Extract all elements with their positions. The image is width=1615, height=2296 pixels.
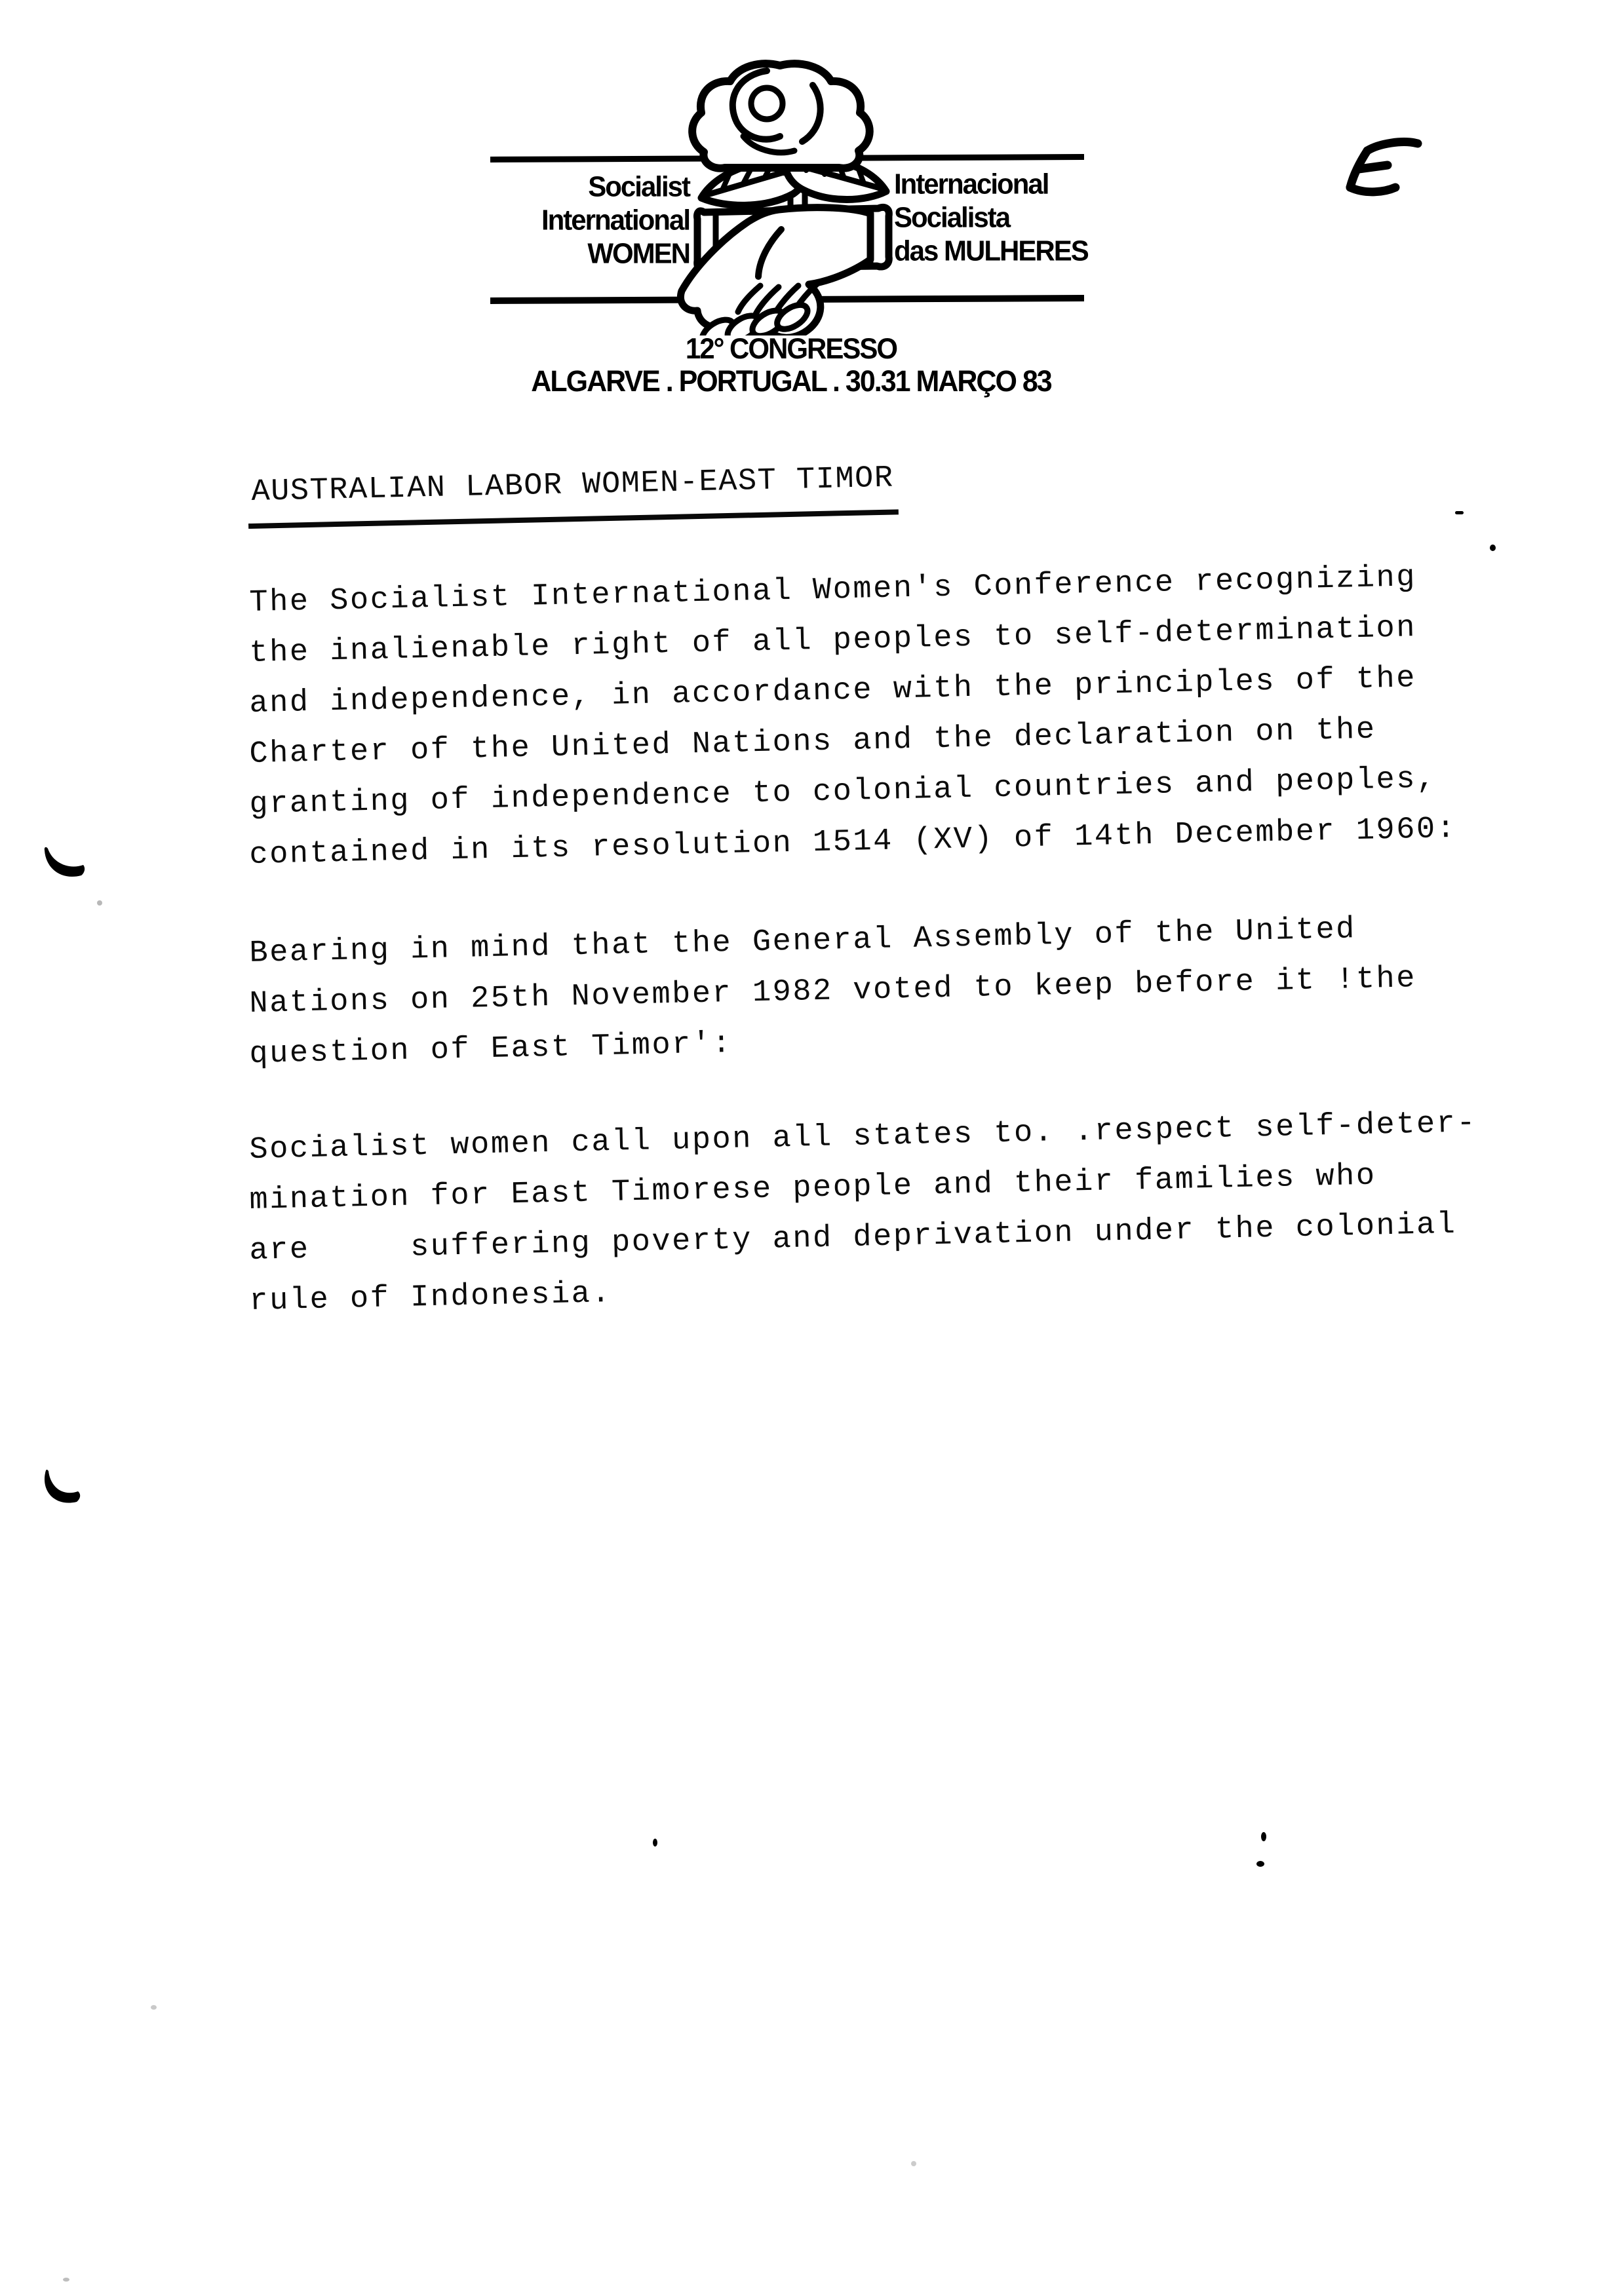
- typed-line: Charter of the United Nations and the declaration on the: [248, 712, 1377, 772]
- pen-crescent-mark: [37, 1466, 89, 1511]
- congress-title: 12° CONGRESSO: [685, 332, 897, 365]
- org-name-portuguese: [894, 167, 1104, 267]
- org-line: das MULHERES: [894, 235, 1088, 267]
- typed-line: The Socialist International Women's Conference recognizing: [248, 560, 1417, 621]
- scan-speck: [1261, 1832, 1266, 1841]
- scan-speck: [1256, 1861, 1264, 1867]
- typed-line: Bearing in mind that the General Assembly of the United: [248, 912, 1357, 971]
- typed-line: rule of Indonesia.: [248, 1276, 612, 1319]
- typed-line: mination for East Timorese people and their families who: [248, 1158, 1377, 1218]
- org-name-english: [492, 170, 690, 270]
- congress-subtitle: ALGARVE . PORTUGAL . 30.31 MARÇO 83: [531, 364, 1051, 398]
- typed-line: Socialist women call upon all states to. .respect self-deter-: [248, 1106, 1477, 1168]
- typed-line: and independence, in accordance with the principles of the: [248, 661, 1417, 721]
- scan-speck: [1490, 545, 1496, 551]
- org-line: Internacional: [894, 168, 1049, 200]
- typed-line: granting of independence to colonial countries and peoples,: [248, 761, 1437, 822]
- scan-speck: [653, 1839, 657, 1846]
- typed-line: question of East Timor':: [248, 1026, 733, 1072]
- typed-line: Nations on 25th November 1982 voted to keep before it !the: [248, 961, 1417, 1022]
- scan-speck: [911, 2161, 916, 2166]
- document-heading: AUSTRALIAN LABOR WOMEN-EAST TIMOR: [250, 461, 895, 510]
- pen-crescent-mark: [38, 841, 93, 883]
- typed-line: are suffering poverty and deprivation under the colonial: [248, 1207, 1457, 1269]
- scan-speck: [97, 900, 102, 906]
- org-line: Socialista: [894, 201, 1010, 233]
- typed-line: the inalienable right of all peoples to self-determination: [248, 611, 1417, 671]
- scan-speck: [151, 2005, 157, 2010]
- handwritten-letter-e-icon: [1344, 130, 1435, 202]
- org-line: Socialist: [588, 170, 690, 202]
- scan-speck: [63, 2278, 69, 2282]
- scan-speck: [1455, 511, 1464, 514]
- org-line: International: [541, 204, 690, 236]
- typed-line: contained in its resolution 1514 (XV) of 14th December 1960:: [248, 811, 1457, 873]
- org-line: WOMEN: [587, 237, 690, 269]
- heading-underline: [248, 509, 899, 529]
